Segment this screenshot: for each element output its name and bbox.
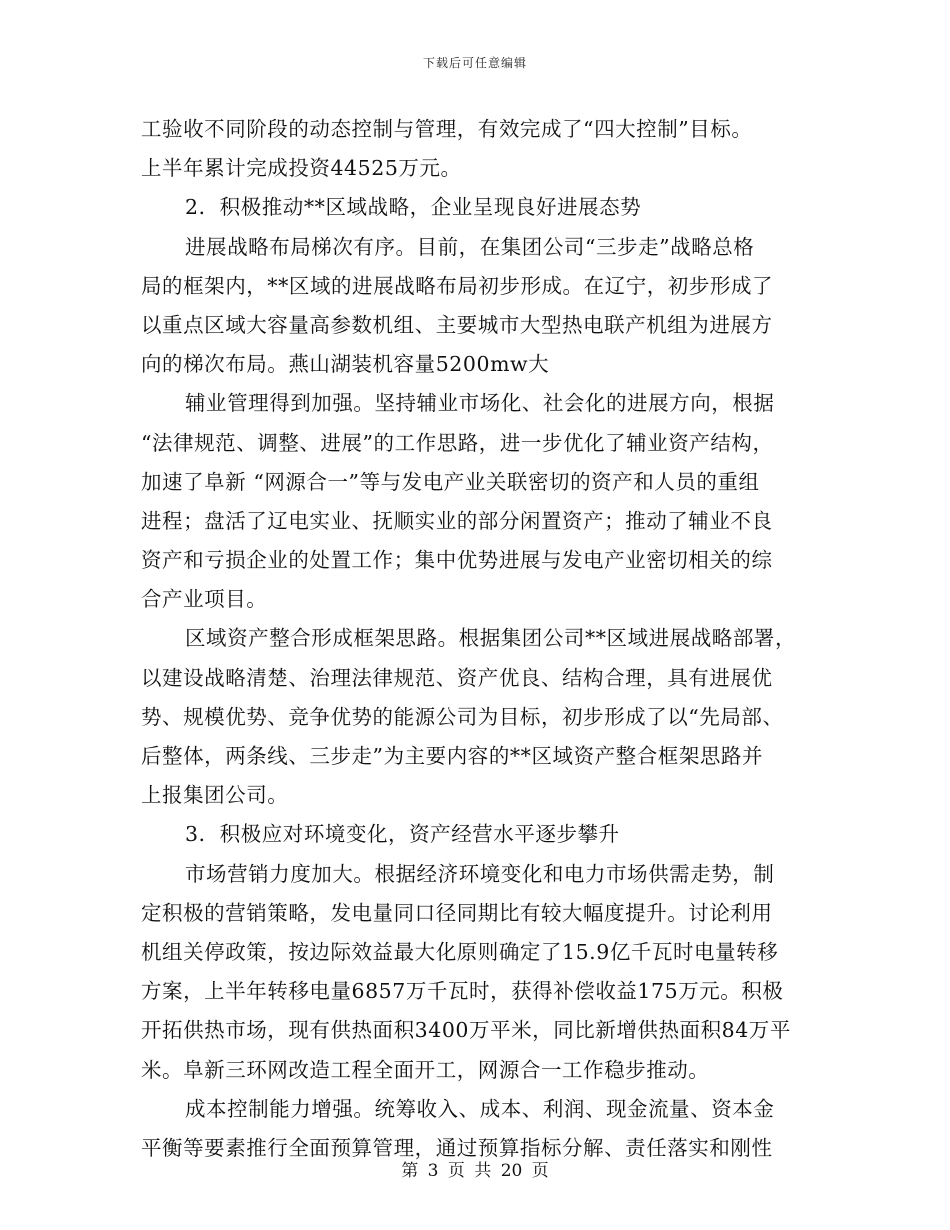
text-line: 势、规模优势、竞争优势的能源公司为目标，初步形成了以“先局部、 bbox=[141, 704, 784, 729]
text-line: 辅业管理得到加强。坚持辅业市场化、社会化的进展方向，根据 bbox=[185, 391, 775, 416]
text-line: 开拓供热市场，现有供热面积3400万平米，同比新增供热面积84万平 bbox=[141, 1018, 791, 1043]
text-line: 3．积极应对环境变化，资产经营水平逐步攀升 bbox=[185, 822, 620, 847]
text-line: 后整体，两条线、三步走”为主要内容的**区域资产整合框架思路并 bbox=[141, 744, 764, 768]
text-line: 进程；盘活了辽电实业、抚顺实业的部分闲置资产；推动了辅业不良 bbox=[141, 508, 773, 533]
text-line: 局的框架内，**区域的进展战略布局初步形成。在辽宁，初步形成了 bbox=[141, 273, 774, 298]
text-line: “法律规范、调整、进展”的工作思路，进一步优化了辅业资产结构， bbox=[141, 430, 774, 455]
text-line: 资产和亏损企业的处置工作；集中优势进展与发电产业密切相关的综 bbox=[141, 548, 773, 573]
text-line: 上半年累计完成投资44525万元。 bbox=[141, 156, 462, 181]
text-line: 定积极的营销策略，发电量同口径同期比有较大幅度提升。讨论利用 bbox=[141, 900, 773, 925]
text-line: 工验收不同阶段的动态控制与管理，有效完成了“四大控制”目标。 bbox=[141, 117, 753, 141]
text-line: 米。阜新三环网改造工程全面开工，网源合一工作稳步推动。 bbox=[141, 1057, 710, 1082]
text-line: 平衡等要素推行全面预算管理，通过预算指标分解、责任落实和刚性 bbox=[141, 1135, 773, 1160]
text-line: 成本控制能力增强。统筹收入、成本、利润、现金流量、资本金 bbox=[185, 1096, 775, 1121]
text-line: 上报集团公司。 bbox=[141, 783, 289, 808]
text-line: 合产业项目。 bbox=[141, 587, 268, 612]
text-line: 向的梯次布局。燕山湖装机容量5200mw大 bbox=[141, 352, 550, 377]
text-line: 2．积极推动**区域战略，企业呈现良好进展态势 bbox=[185, 195, 642, 220]
text-line: 进展战略布局梯次有序。目前，在集团公司“三步走”战略总格 bbox=[185, 234, 755, 259]
text-line: 区域资产整合形成框架思路。根据集团公司**区域进展战略部署， bbox=[185, 626, 796, 651]
text-line: 机组关停政策，按边际效益最大化原则确定了15.9亿千瓦时电量转移 bbox=[141, 939, 779, 964]
document-body bbox=[141, 110, 811, 1168]
text-line: 以建设战略清楚、治理法律规范、资产优良、结构合理，具有进展优 bbox=[141, 665, 773, 690]
text-line: 市场营销力度加大。根据经济环境变化和电力市场供需走势，制 bbox=[185, 861, 775, 886]
text-line: 以重点区域大容量高参数机组、主要城市大型热电联产机组为进展方 bbox=[141, 312, 773, 337]
page-header: 下载后可任意编辑 bbox=[422, 56, 527, 70]
page-footer: 第 3 页 共 20 页 bbox=[401, 1161, 549, 1181]
text-line: 方案，上半年转移电量6857万千瓦时，获得补偿收益175万元。积极 bbox=[141, 979, 784, 1004]
text-line: 加速了阜新 “网源合一”等与发电产业关联密切的资产和人员的重组 bbox=[141, 469, 760, 494]
